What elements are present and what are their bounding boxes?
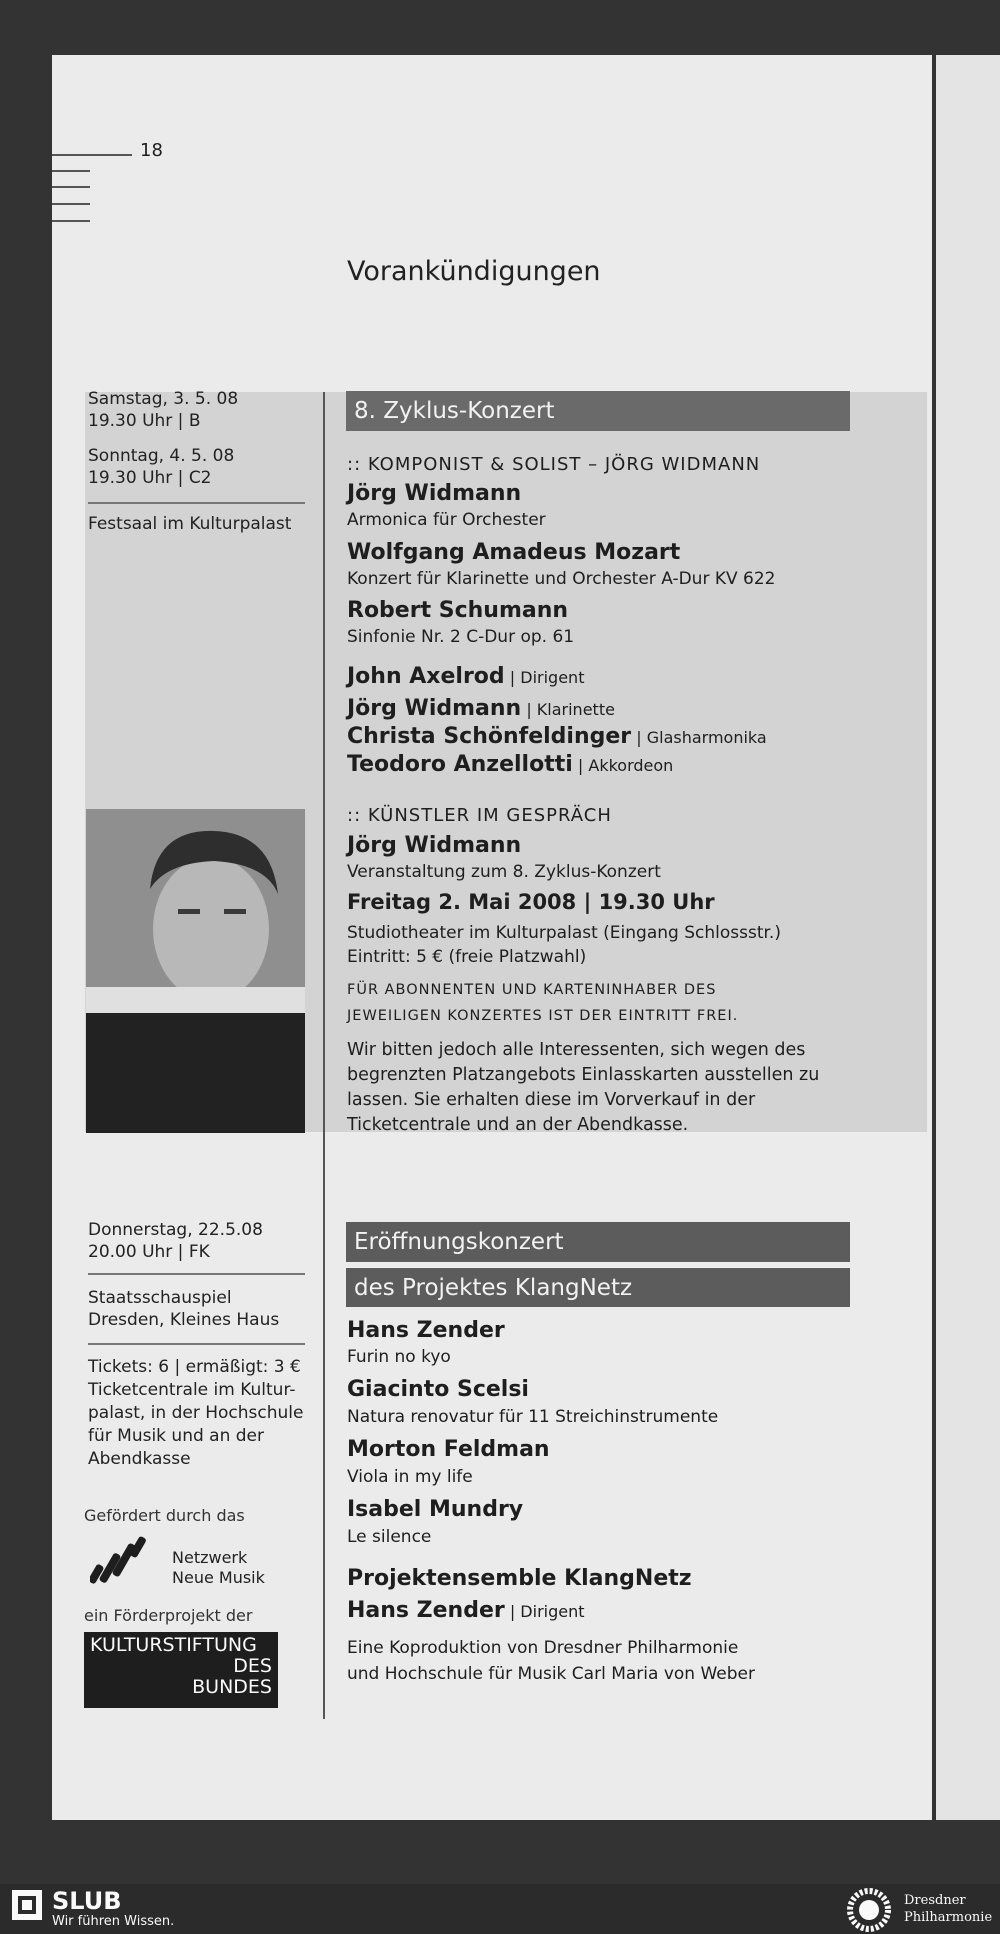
performer-role: | Klarinette (526, 700, 615, 719)
event2-venue-line: Dresden, Kleines Haus (88, 1310, 280, 1330)
divider (88, 1273, 305, 1275)
event2-time-line: 20.00 Uhr | FK (88, 1242, 210, 1262)
event2-venue-line: Staatsschauspiel (88, 1288, 232, 1308)
performer-name: Christa Schönfeldinger (347, 724, 632, 749)
event1-time-line: 19.30 Uhr | C2 (88, 468, 212, 488)
page-heading: Vorankündigungen (347, 256, 601, 287)
talk-entry: Eintritt: 5 € (freie Platzwahl) (347, 947, 587, 967)
event1-date-line: Samstag, 3. 5. 08 (88, 389, 239, 409)
margin-mark (52, 186, 90, 188)
composer-name: Giacinto Scelsi (347, 1377, 529, 1402)
ticket-line: Ticketcentrale im Kultur- (88, 1380, 296, 1400)
divider (88, 502, 305, 504)
coproduction-line: und Hochschule für Musik Carl Maria von Weber (347, 1664, 755, 1684)
performer (347, 752, 673, 777)
work-title: Sinfonie Nr. 2 C-Dur op. 61 (347, 627, 575, 647)
ticket-line: Abendkasse (88, 1449, 191, 1469)
ticket-line: palast, in der Hochschule (88, 1403, 304, 1423)
composer-name: Hans Zender (347, 1318, 505, 1343)
performer-name: Teodoro Anzellotti (347, 752, 573, 777)
netzwerk-neue-musik-logo (90, 1534, 148, 1589)
talk-artist-name: Jörg Widmann (347, 833, 522, 858)
performer (347, 664, 584, 689)
performer (347, 696, 615, 721)
dp-name-line: Dresdner (904, 1893, 966, 1908)
section-label: :: KOMPONIST & SOLIST – JÖRG WIDMANN (347, 454, 761, 475)
ensemble-name: Projektensemble KlangNetz (347, 1566, 692, 1591)
dresdner-philharmonie-logo (843, 1887, 895, 1933)
event2-date-line: Donnerstag, 22.5.08 (88, 1220, 263, 1240)
talk-body-text: Wir bitten jedoch alle Interessenten, sich wegen des begrenzten Platzangebots Einlasskarten ausstellen zu lassen. Sie erhalten diese im Vorverkauf in der Ticketcentrale und an der Abendkasse. (347, 1040, 820, 1135)
composer-name: Jörg Widmann (347, 481, 522, 506)
ticket-line: Tickets: 6 | ermäßigt: 3 € (88, 1357, 301, 1377)
work-title: Le silence (347, 1527, 432, 1547)
cycle-concert-banner: 8. Zyklus-Konzert (346, 391, 850, 431)
work-title: Viola in my life (347, 1467, 473, 1487)
kultur-line: BUNDES (192, 1676, 272, 1698)
dp-name-line: Philharmonie (904, 1910, 993, 1925)
slub-icon (12, 1890, 42, 1920)
performer-role: | Dirigent (509, 668, 585, 687)
artist-photo (86, 809, 305, 1133)
funded-by-label: Gefördert durch das (84, 1506, 245, 1525)
event1-date-line: Sonntag, 4. 5. 08 (88, 446, 235, 466)
kultur-line: DES (233, 1655, 272, 1677)
slub-tagline: Wir führen Wissen. (52, 1914, 175, 1929)
work-title: Natura renovatur für 11 Streichinstrumente (347, 1407, 719, 1427)
divider (88, 1343, 305, 1345)
slub-logo-text: SLUB (52, 1887, 122, 1915)
work-title: Konzert für Klarinette und Orchester A-Dur KV 622 (347, 569, 776, 589)
conductor-name: Hans Zender (347, 1598, 505, 1623)
performer-name: Jörg Widmann (347, 696, 522, 721)
event1-time-line: 19.30 Uhr | B (88, 411, 201, 431)
margin-mark (52, 170, 90, 172)
talk-subtitle: Veranstaltung zum 8. Zyklus-Konzert (347, 862, 661, 882)
ticket-line: für Musik und an der (88, 1426, 265, 1446)
opening-concert-banner: Eröffnungskonzert (346, 1222, 850, 1262)
composer-name: Morton Feldman (347, 1437, 550, 1462)
notice-line: JEWEILIGEN KONZERTES IST DER EINTRITT FREI. (347, 1008, 739, 1024)
performer-role: | Glasharmonika (636, 728, 767, 747)
performer-name: John Axelrod (347, 664, 505, 689)
talk-venue: Studiotheater im Kulturpalast (Eingang Schlossstr.) (347, 923, 781, 943)
composer-name: Wolfgang Amadeus Mozart (347, 540, 681, 565)
netzwerk-label: Netzwerk (172, 1548, 248, 1567)
netzwerk-label: Neue Musik (172, 1568, 265, 1587)
column-divider (323, 392, 325, 1719)
talk-date: Freitag 2. Mai 2008 | 19.30 Uhr (347, 890, 715, 914)
event1-venue: Festsaal im Kulturpalast (88, 514, 292, 534)
work-title: Furin no kyo (347, 1347, 451, 1367)
margin-mark (52, 220, 90, 222)
kultur-line: KULTURSTIFTUNG (90, 1634, 257, 1656)
next-page-edge (936, 55, 1000, 1820)
coproduction-line: Eine Koproduktion von Dresdner Philharmonie (347, 1638, 739, 1658)
conductor (347, 1598, 585, 1623)
notice-line: FÜR ABONNENTEN UND KARTENINHABER DES (347, 982, 717, 998)
page-number: 18 (140, 140, 163, 161)
composer-name: Robert Schumann (347, 598, 569, 623)
performer (347, 724, 767, 749)
composer-name: Isabel Mundry (347, 1497, 524, 1522)
work-title: Armonica für Orchester (347, 510, 546, 530)
performer-role: | Akkordeon (577, 756, 674, 775)
project-of-label: ein Förderprojekt der (84, 1606, 253, 1625)
section-label: :: KÜNSTLER IM GESPRÄCH (347, 805, 612, 826)
page-number-rule (52, 154, 132, 156)
margin-mark (52, 203, 90, 205)
opening-concert-banner-line2: des Projektes KlangNetz (346, 1267, 850, 1307)
kulturstiftung-logo (84, 1632, 278, 1708)
conductor-role: | Dirigent (509, 1602, 585, 1621)
